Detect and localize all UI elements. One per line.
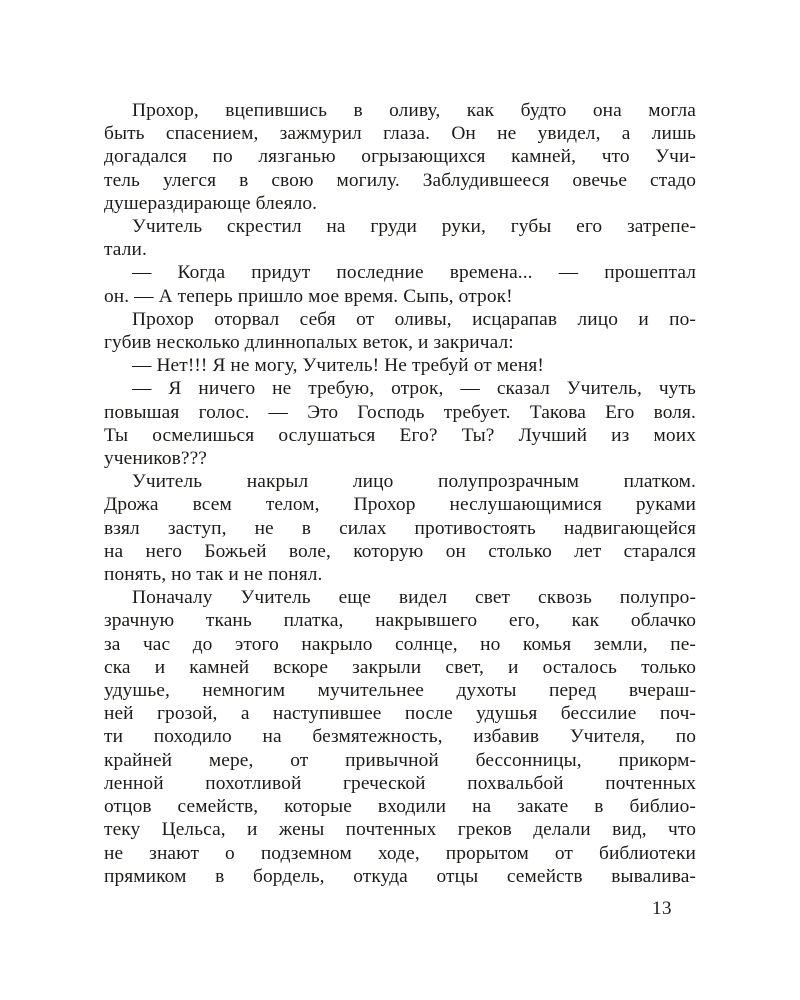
paragraph — [104, 354, 696, 377]
text-line: догадался по лязганью огрызающихся камней, что Учи- — [104, 146, 696, 168]
text-line: за час до этого накрыло солнце, но комья земли, пе- — [104, 633, 696, 655]
paragraph — [104, 215, 696, 261]
text-line: он. — А теперь пришло мое время. Сыпь, отрок! — [104, 285, 513, 307]
text-line: быть спасением, зажмурил глаза. Он не увидел, а лишь — [104, 123, 696, 145]
text-line: тали. — [104, 239, 147, 261]
text-line: — Я ничего не требую, отрок, — сказал Учитель, чуть — [132, 378, 696, 400]
text-line: прямиком в бордель, откуда отцы семейств вывалива- — [104, 865, 696, 887]
text-line: душераздирающе блеяло. — [104, 192, 318, 214]
text-line: повышая голос. — Это Господь требует. Такова Его воля. — [104, 401, 696, 423]
text-line: не знают о подземном ходе, прорытом от библиотеки — [104, 842, 696, 864]
text-line: Прохор, вцепившись в оливу, как будто она могла — [132, 100, 696, 121]
paragraph — [104, 99, 696, 215]
text-line: учеников??? — [104, 448, 208, 470]
text-line: Дрожа всем телом, Прохор неслушающимися руками — [104, 494, 696, 516]
page-text — [104, 99, 696, 888]
paragraph — [104, 261, 696, 307]
page-number: 13 — [652, 898, 672, 919]
text-line: — Когда придут последние времена... — прошептал — [132, 262, 696, 284]
text-line: взял заступ, не в силах противостоять надвигающейся — [104, 517, 696, 539]
text-line: удушье, немногим мучительнее духоты перед вчераш- — [104, 680, 696, 702]
text-line: Учитель накрыл лицо полупрозрачным платком. — [132, 471, 696, 493]
text-line: ней грозой, а наступившее после удушья бессилие поч- — [104, 703, 696, 725]
text-line: ленной похотливой греческой похвальбой почтенных — [104, 772, 696, 794]
text-line: — Нет!!! Я не могу, Учитель! Не требуй от меня! — [132, 355, 544, 377]
text-line: ска и камней вскоре закрыли свет, и осталось только — [104, 656, 696, 678]
text-line: тель улегся в свою могилу. Заблудившееся овечье стадо — [104, 169, 696, 191]
text-line: отцов семейств, которые входили на закате в библио- — [104, 796, 696, 818]
paragraph — [104, 586, 696, 888]
text-line: на него Божьей воле, которую он столько лет старался — [104, 540, 696, 562]
text-line: понять, но так и не понял. — [104, 564, 323, 586]
text-line: Ты осмелишься ослушаться Его? Ты? Лучший из моих — [104, 424, 696, 446]
paragraph — [104, 470, 696, 586]
paragraph — [104, 308, 696, 354]
text-line: Поначалу Учитель еще видел свет сквозь полупро- — [132, 587, 696, 609]
paragraph — [104, 377, 696, 470]
text-line: Учитель скрестил на груди руки, губы его затрепе- — [132, 216, 696, 238]
text-line: губив несколько длиннопалых веток, и закричал: — [104, 332, 514, 354]
text-line: теку Цельса, и жены почтенных греков делали вид, что — [104, 819, 696, 841]
text-line: крайней мере, от привычной бессонницы, прикорм- — [104, 749, 696, 771]
text-line: Прохор оторвал себя от оливы, исцарапав лицо и по- — [132, 308, 696, 330]
text-line: зрачную ткань платка, накрывшего его, как облачко — [104, 610, 696, 632]
text-line: ти походило на безмятежность, избавив Учителя, по — [104, 726, 696, 748]
